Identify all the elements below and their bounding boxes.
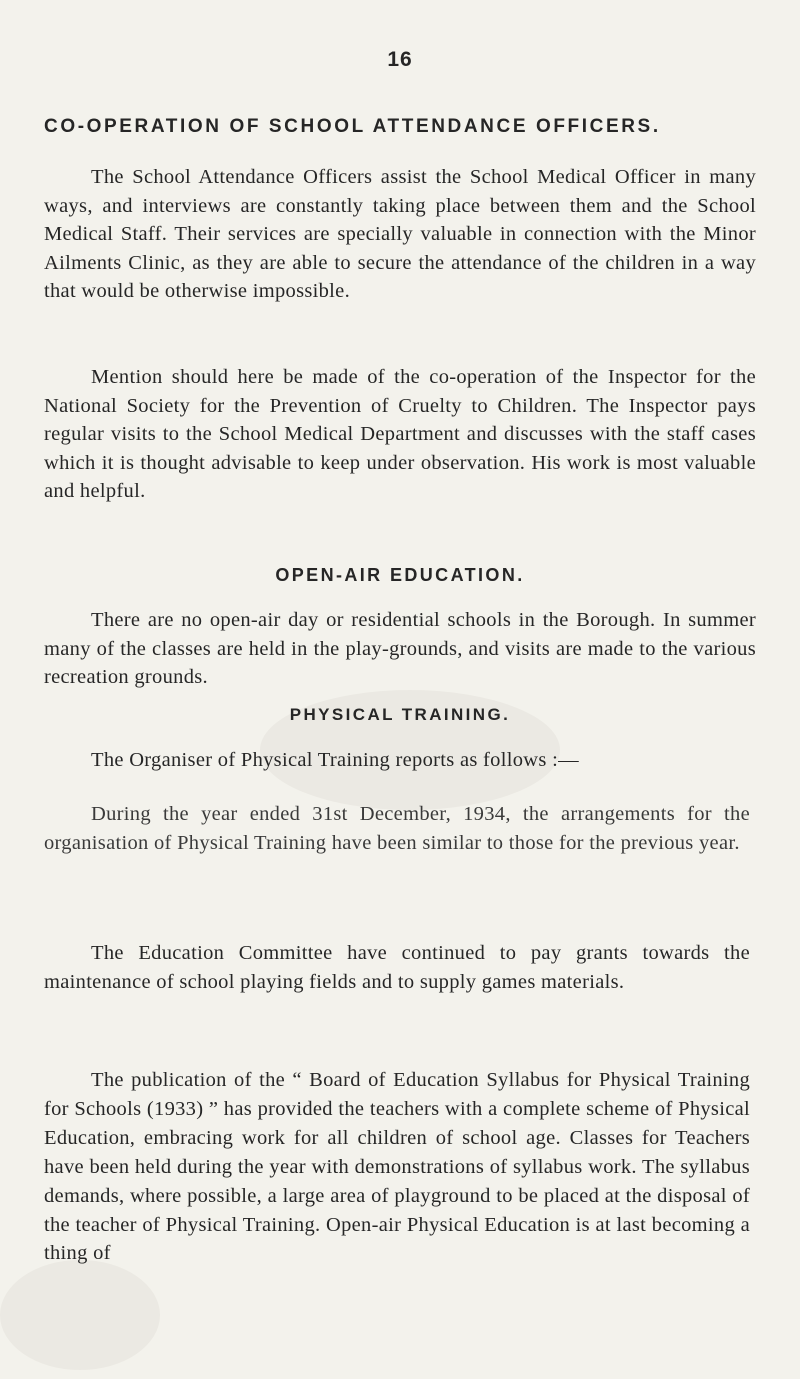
section-heading-physical-training: PHYSICAL TRAINING. <box>289 705 511 724</box>
paper-stain <box>0 1260 160 1370</box>
paragraph: The publication of the “ Board of Education Syllabus for Physical Training for Schools (1933) ” has provided the teachers with a complete scheme of Physical Education, embracing work for all children of school age. Classes for Teachers have been held during the year with demonstrations of syllabus work. The syllabus demands, where possible, a large area of playground to be placed at the disposal of the teacher of Physical Training. Open-air Physical Education is at last becoming a thing of <box>44 1069 750 1265</box>
paragraph: The School Attendance Officers assist the School Medical Officer in many ways, and interviews are constantly taking place between them and the School Medical Staff. Their services are specially valuable in connection with the Minor Ailments Clinic, as they are able to secure the attendance of the children in a way that would be otherwise impossible. <box>44 166 756 303</box>
page-number: 16 <box>387 48 413 71</box>
paragraph: There are no open-air day or residential schools in the Borough. In summer many of the classes are held in the play-grounds, and visits are made to the various recreation grounds. <box>44 609 756 689</box>
paragraph: During the year ended 31st December, 1934, the arrangements for the organisation of Physical Training have been similar to those for the previous year. <box>44 803 750 854</box>
section-heading-cooperation: CO-OPERATION OF SCHOOL ATTENDANCE OFFICERS. <box>44 116 661 137</box>
section-heading-open-air: OPEN-AIR EDUCATION. <box>275 565 525 585</box>
paragraph: The Organiser of Physical Training reports as follows :— <box>91 749 579 771</box>
paragraph: The Education Committee have continued to pay grants towards the maintenance of school playing fields and to supply games materials. <box>44 942 750 993</box>
paragraph: Mention should here be made of the co-operation of the Inspector for the National Society for the Prevention of Cruelty to Children. The Inspector pays regular visits to the School Medical Department and discusses with the staff cases which it is thought advisable to keep under observation. His work is most valuable and helpful. <box>44 366 756 503</box>
